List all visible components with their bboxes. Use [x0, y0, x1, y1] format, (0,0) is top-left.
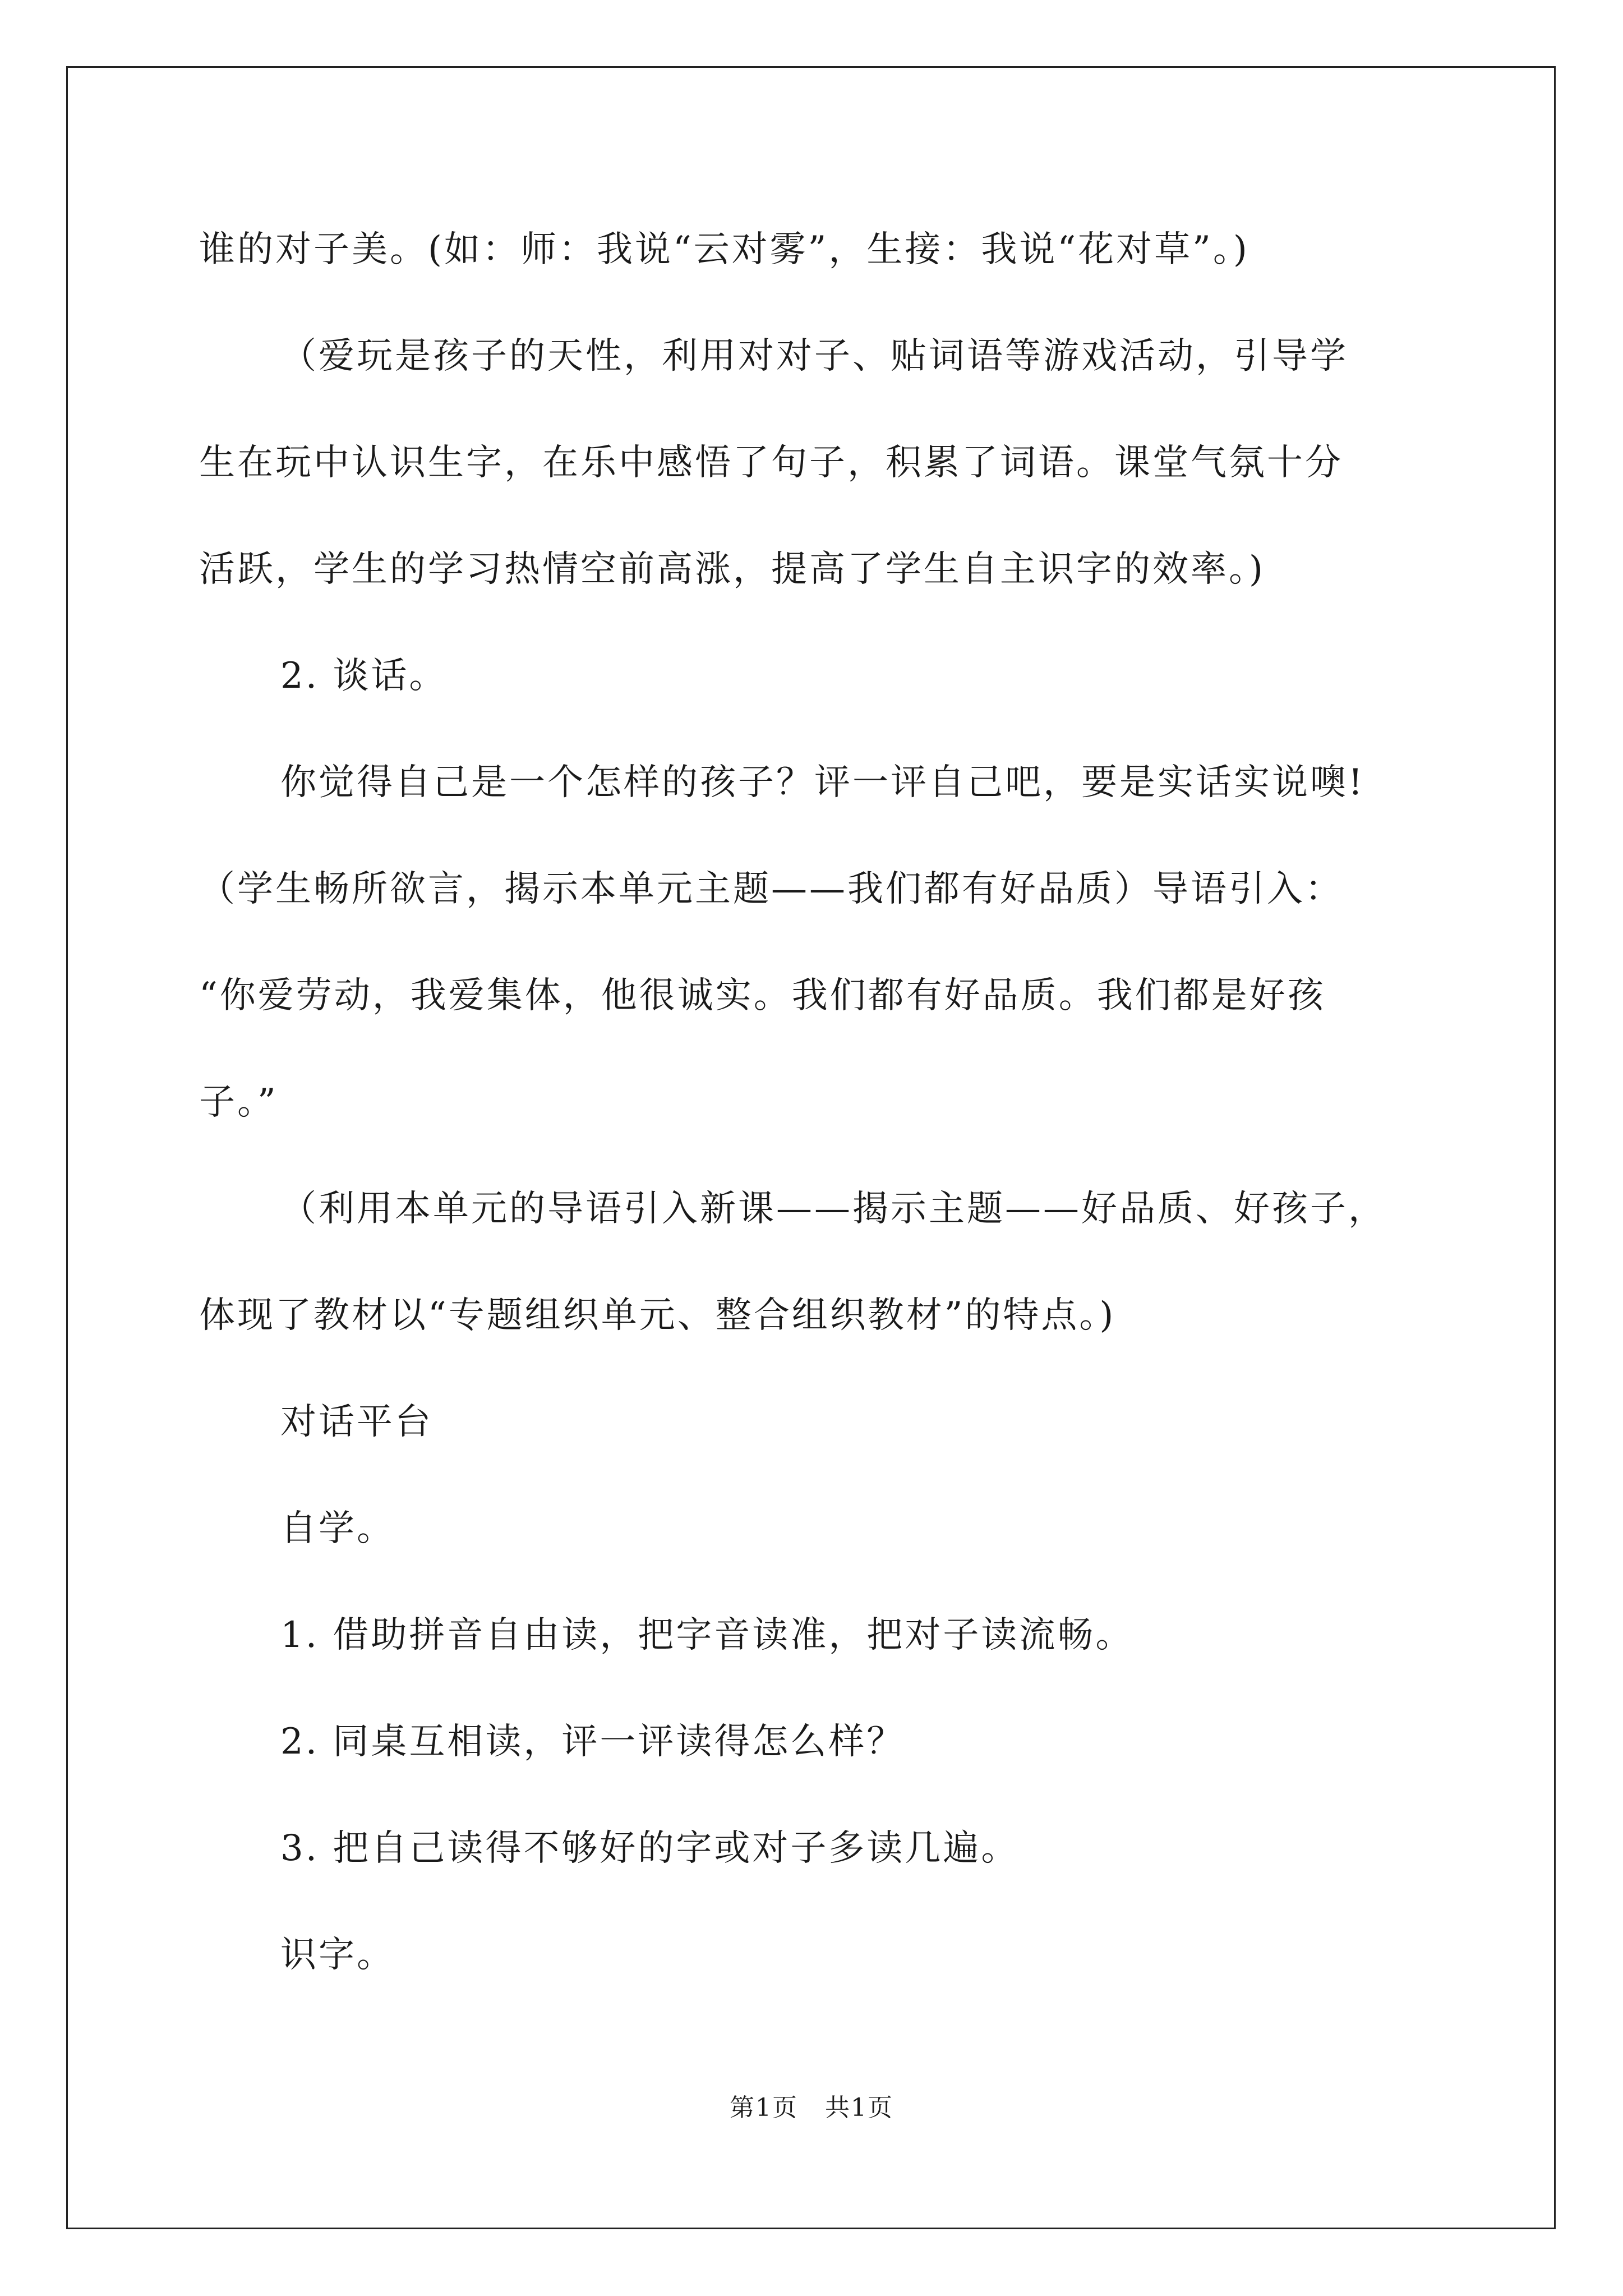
text-line-5: 2. 谈话。 — [280, 655, 448, 697]
text-line-3: 生在玩中认识生字，在乐中感悟了句子，积累了词语。课堂气氛十分 — [199, 442, 1343, 484]
text-line-8: “你爱劳动，我爱集体，他很诚实。我们都有好品质。我们都是好孩 — [199, 975, 1326, 1016]
text-line-16: 3. 把自己读得不够好的字或对子多读几遍。 — [280, 1828, 1020, 1869]
text-line-12: 对话平台 — [280, 1401, 433, 1443]
text-line-9: 子。” — [199, 1082, 278, 1123]
text-line-7: （学生畅所欲言，揭示本单元主题——我们都有好品质）导语引入： — [199, 868, 1343, 910]
text-line-15: 2. 同桌互相读，评一评读得怎么样？ — [280, 1721, 905, 1763]
text-line-17: 识字。 — [280, 1934, 395, 1976]
text-line-2: （爱玩是孩子的天性，利用对对子、贴词语等游戏活动，引导学 — [280, 335, 1348, 377]
page-border — [66, 66, 1556, 2229]
text-line-6: 你觉得自己是一个怎样的孩子？评一评自己吧，要是实话实说噢! — [280, 762, 1365, 803]
text-line-11: 体现了教材以“专题组织单元、整合组织教材”的特点。) — [199, 1295, 1116, 1336]
text-line-4: 活跃，学生的学习热情空前高涨，提高了学生自主识字的效率。) — [199, 549, 1265, 590]
page-footer: 第1页 共1页 — [730, 2093, 893, 2122]
text-line-10: （利用本单元的导语引入新课——揭示主题——好品质、好孩子， — [280, 1188, 1386, 1230]
text-line-13: 自学。 — [280, 1508, 395, 1549]
text-line-14: 1. 借助拼音自由读，把字音读准，把对子读流畅。 — [280, 1614, 1134, 1656]
text-line-1: 谁的对子美。(如：师：我说“云对雾”，生接：我说“花对草”。) — [199, 229, 1249, 270]
